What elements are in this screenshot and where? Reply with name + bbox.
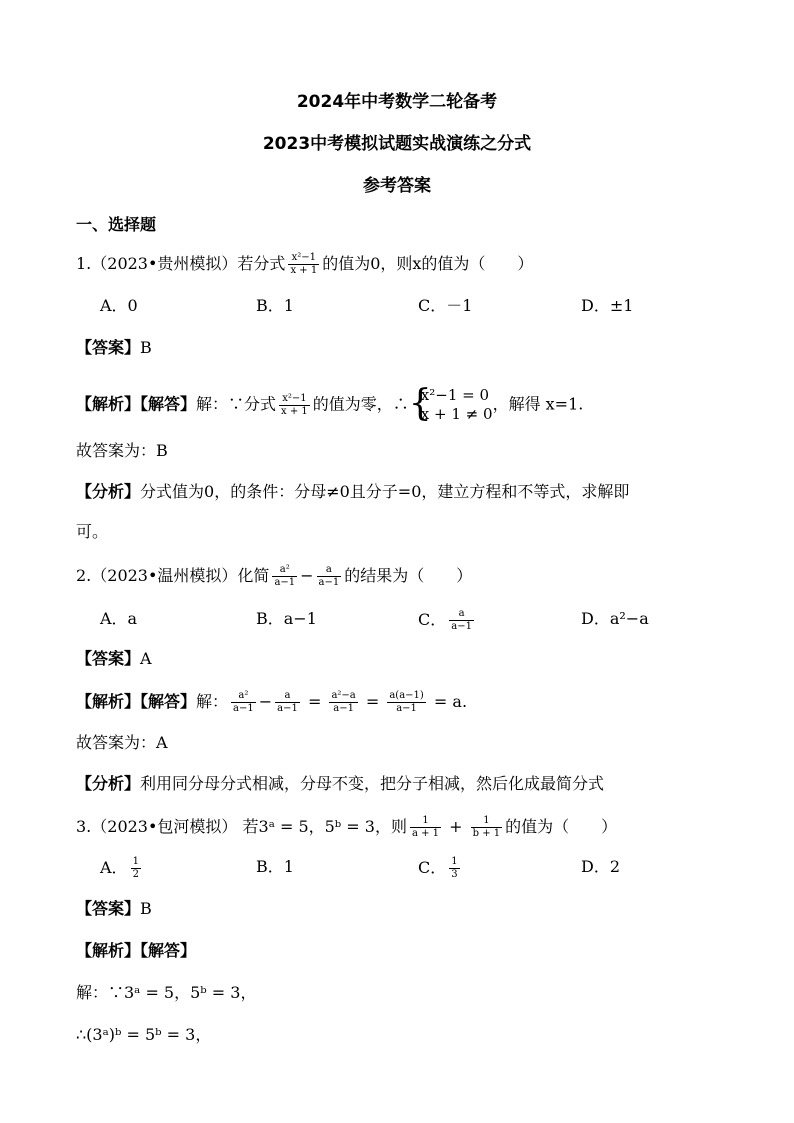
doc-subtitle: 2023中考模拟试题实战演练之分式 — [262, 134, 532, 154]
q3-option-b: B．1 — [256, 857, 294, 876]
q2-answer — [76, 648, 152, 670]
q3-option-a-label: A． — [100, 858, 128, 877]
q3-stem-text: 3.（2023•包河模拟） 若3ᵃ = 5，5ᵇ = 3，则 — [76, 817, 407, 836]
q1-answer-value: B — [140, 338, 152, 357]
q3-f1-num: 1 — [410, 815, 441, 828]
q1-sol-den: x + 1 — [281, 405, 308, 417]
q3-fraction-2 — [471, 815, 503, 840]
answer-key-title: 参考答案 — [363, 176, 431, 196]
analysis-tag: 【解析】【解答】 — [76, 394, 197, 414]
q1-fenxi-cont: 可。 — [76, 522, 109, 541]
q1-frac-num: x²−1 — [288, 252, 319, 265]
q1-option-c: C．－1 — [418, 296, 473, 315]
q1-fraction — [288, 252, 319, 277]
answer-tag: 【答案】 — [76, 338, 141, 357]
q2-s2-den: a−1 — [277, 703, 298, 714]
q3-analysis-tag: 【解析】【解答】 — [76, 941, 197, 960]
q3-stem-text-2: 的值为（ ） — [505, 817, 618, 836]
q2-s4-num: a(a−1) — [389, 690, 424, 701]
q3-f1-den: a + 1 — [411, 828, 440, 839]
q2-s2-num: a — [275, 690, 300, 703]
q2-option-a: A．a — [100, 609, 138, 628]
q3-fraction-1 — [410, 815, 441, 840]
q1-equation-system — [408, 383, 493, 424]
analysis-tag: 【解析】【解答】 — [76, 692, 197, 711]
q2-fraction-1 — [272, 564, 297, 589]
q3-opta-den: 2 — [132, 869, 139, 880]
q2-s2 — [275, 690, 300, 715]
q2-stem-text-2: 的结果为（ ） — [344, 566, 473, 585]
q1-option-d: D．±1 — [581, 296, 634, 315]
q1-conclusion: 故答案为：B — [76, 441, 168, 460]
q1-stem-text: 1.（2023•贵州模拟）若分式 — [76, 254, 286, 273]
doc-title: 2024年中考数学二轮备考 — [296, 92, 498, 112]
q1-fenxi — [76, 481, 629, 503]
q1-stem — [76, 252, 533, 277]
fenxi-tag: 【分析】 — [76, 774, 141, 793]
q1-frac-den: x + 1 — [290, 265, 318, 276]
q3-sol-line-1: 解：∵3ᵃ = 5，5ᵇ = 3， — [76, 983, 257, 1002]
q2-optc-fraction — [449, 608, 474, 633]
q3-f2-num: 1 — [471, 815, 503, 828]
q2-s3 — [329, 690, 357, 715]
q2-option-c-label: C． — [418, 610, 447, 629]
q3-stem — [76, 815, 617, 840]
q1-sys-row-2: x + 1 ≠ 0 — [420, 405, 493, 423]
left-brace: { — [408, 383, 432, 424]
q2-option-d: D．a²−a — [581, 609, 649, 628]
q1-option-b: B．1 — [256, 296, 294, 315]
q3-answer-value: B — [140, 899, 152, 918]
q1-sol-fraction — [279, 393, 310, 418]
q2-option-c — [418, 608, 477, 633]
q2-answer-value: A — [140, 649, 152, 668]
q2-s3-num: a²−a — [331, 690, 356, 701]
q1-fenxi-text: 分式值为0，的条件：分母≠0且分子=0，建立方程和不等式，求解即 — [140, 482, 630, 501]
q2-s4 — [387, 690, 425, 715]
q3-sol-line-2: ∴(3ᵃ)ᵇ = 5ᵇ = 3， — [76, 1025, 212, 1044]
answer-tag: 【答案】 — [76, 899, 141, 918]
q3-opta-num: 1 — [132, 856, 139, 867]
q1-sol-text-3: ，解得 x=1. — [492, 394, 584, 414]
q1-sol-text: 解：∵分式 — [196, 394, 277, 414]
q3-f2-den: b + 1 — [472, 828, 501, 839]
q2-f2-num: a — [317, 564, 342, 577]
q2-s3-den: a−1 — [333, 703, 354, 714]
q1-stem-text-2: 的值为0，则x的值为（ ） — [322, 254, 534, 273]
q2-stem — [76, 564, 472, 589]
q3-option-c-label: C． — [418, 858, 447, 877]
q2-conclusion: 故答案为：A — [76, 733, 168, 752]
q2-option-b: B．a−1 — [256, 609, 317, 628]
q3-option-c — [418, 856, 463, 881]
q3-plus: + — [449, 817, 463, 836]
q2-optc-den: a−1 — [451, 621, 472, 632]
q2-f1-num: a² — [272, 564, 297, 577]
q1-sol-text-2: 的值为零，∴ — [312, 394, 409, 414]
q2-optc-num: a — [449, 608, 474, 621]
q2-stem-text: 2.（2023•温州模拟）化简 — [76, 566, 270, 585]
q1-option-a: A．0 — [100, 296, 138, 315]
q2-f1-den: a−1 — [274, 577, 296, 588]
q2-fenxi-text: 利用同分母分式相减，分母不变，把分子相减，然后化成最简分式 — [140, 774, 605, 793]
q1-answer — [76, 337, 152, 359]
q2-f2-den: a−1 — [318, 577, 340, 588]
q1-sol-num: x²−1 — [279, 393, 310, 406]
q3-optc-den: 3 — [451, 869, 458, 880]
fenxi-tag: 【分析】 — [76, 482, 141, 501]
q2-solution — [76, 690, 467, 715]
answer-tag: 【答案】 — [76, 649, 141, 668]
q2-eq-1: = — [307, 692, 322, 711]
q1-sys-row-1: x²−1 = 0 — [420, 386, 490, 404]
q2-fenxi — [76, 773, 604, 795]
q3-option-d: D．2 — [581, 857, 621, 876]
section-heading: 一、选择题 — [76, 215, 157, 234]
q2-s4-den: a−1 — [396, 703, 417, 714]
q2-s1-num: a² — [231, 690, 256, 703]
q2-eq-2: = — [365, 692, 380, 711]
q2-sol-text: 解： — [196, 692, 229, 711]
q2-s-minus: − — [258, 692, 273, 711]
q2-s1 — [231, 690, 256, 715]
q3-opta-fraction — [131, 856, 141, 881]
q2-fraction-2 — [317, 564, 342, 589]
q3-answer — [76, 898, 152, 920]
q3-optc-fraction — [449, 856, 459, 881]
q3-option-a — [100, 856, 144, 881]
q2-s1-den: a−1 — [233, 703, 254, 714]
q1-solution — [76, 383, 584, 424]
q3-optc-num: 1 — [451, 856, 458, 867]
q2-minus: − — [300, 566, 314, 585]
q2-sol-end: = a. — [433, 692, 468, 711]
